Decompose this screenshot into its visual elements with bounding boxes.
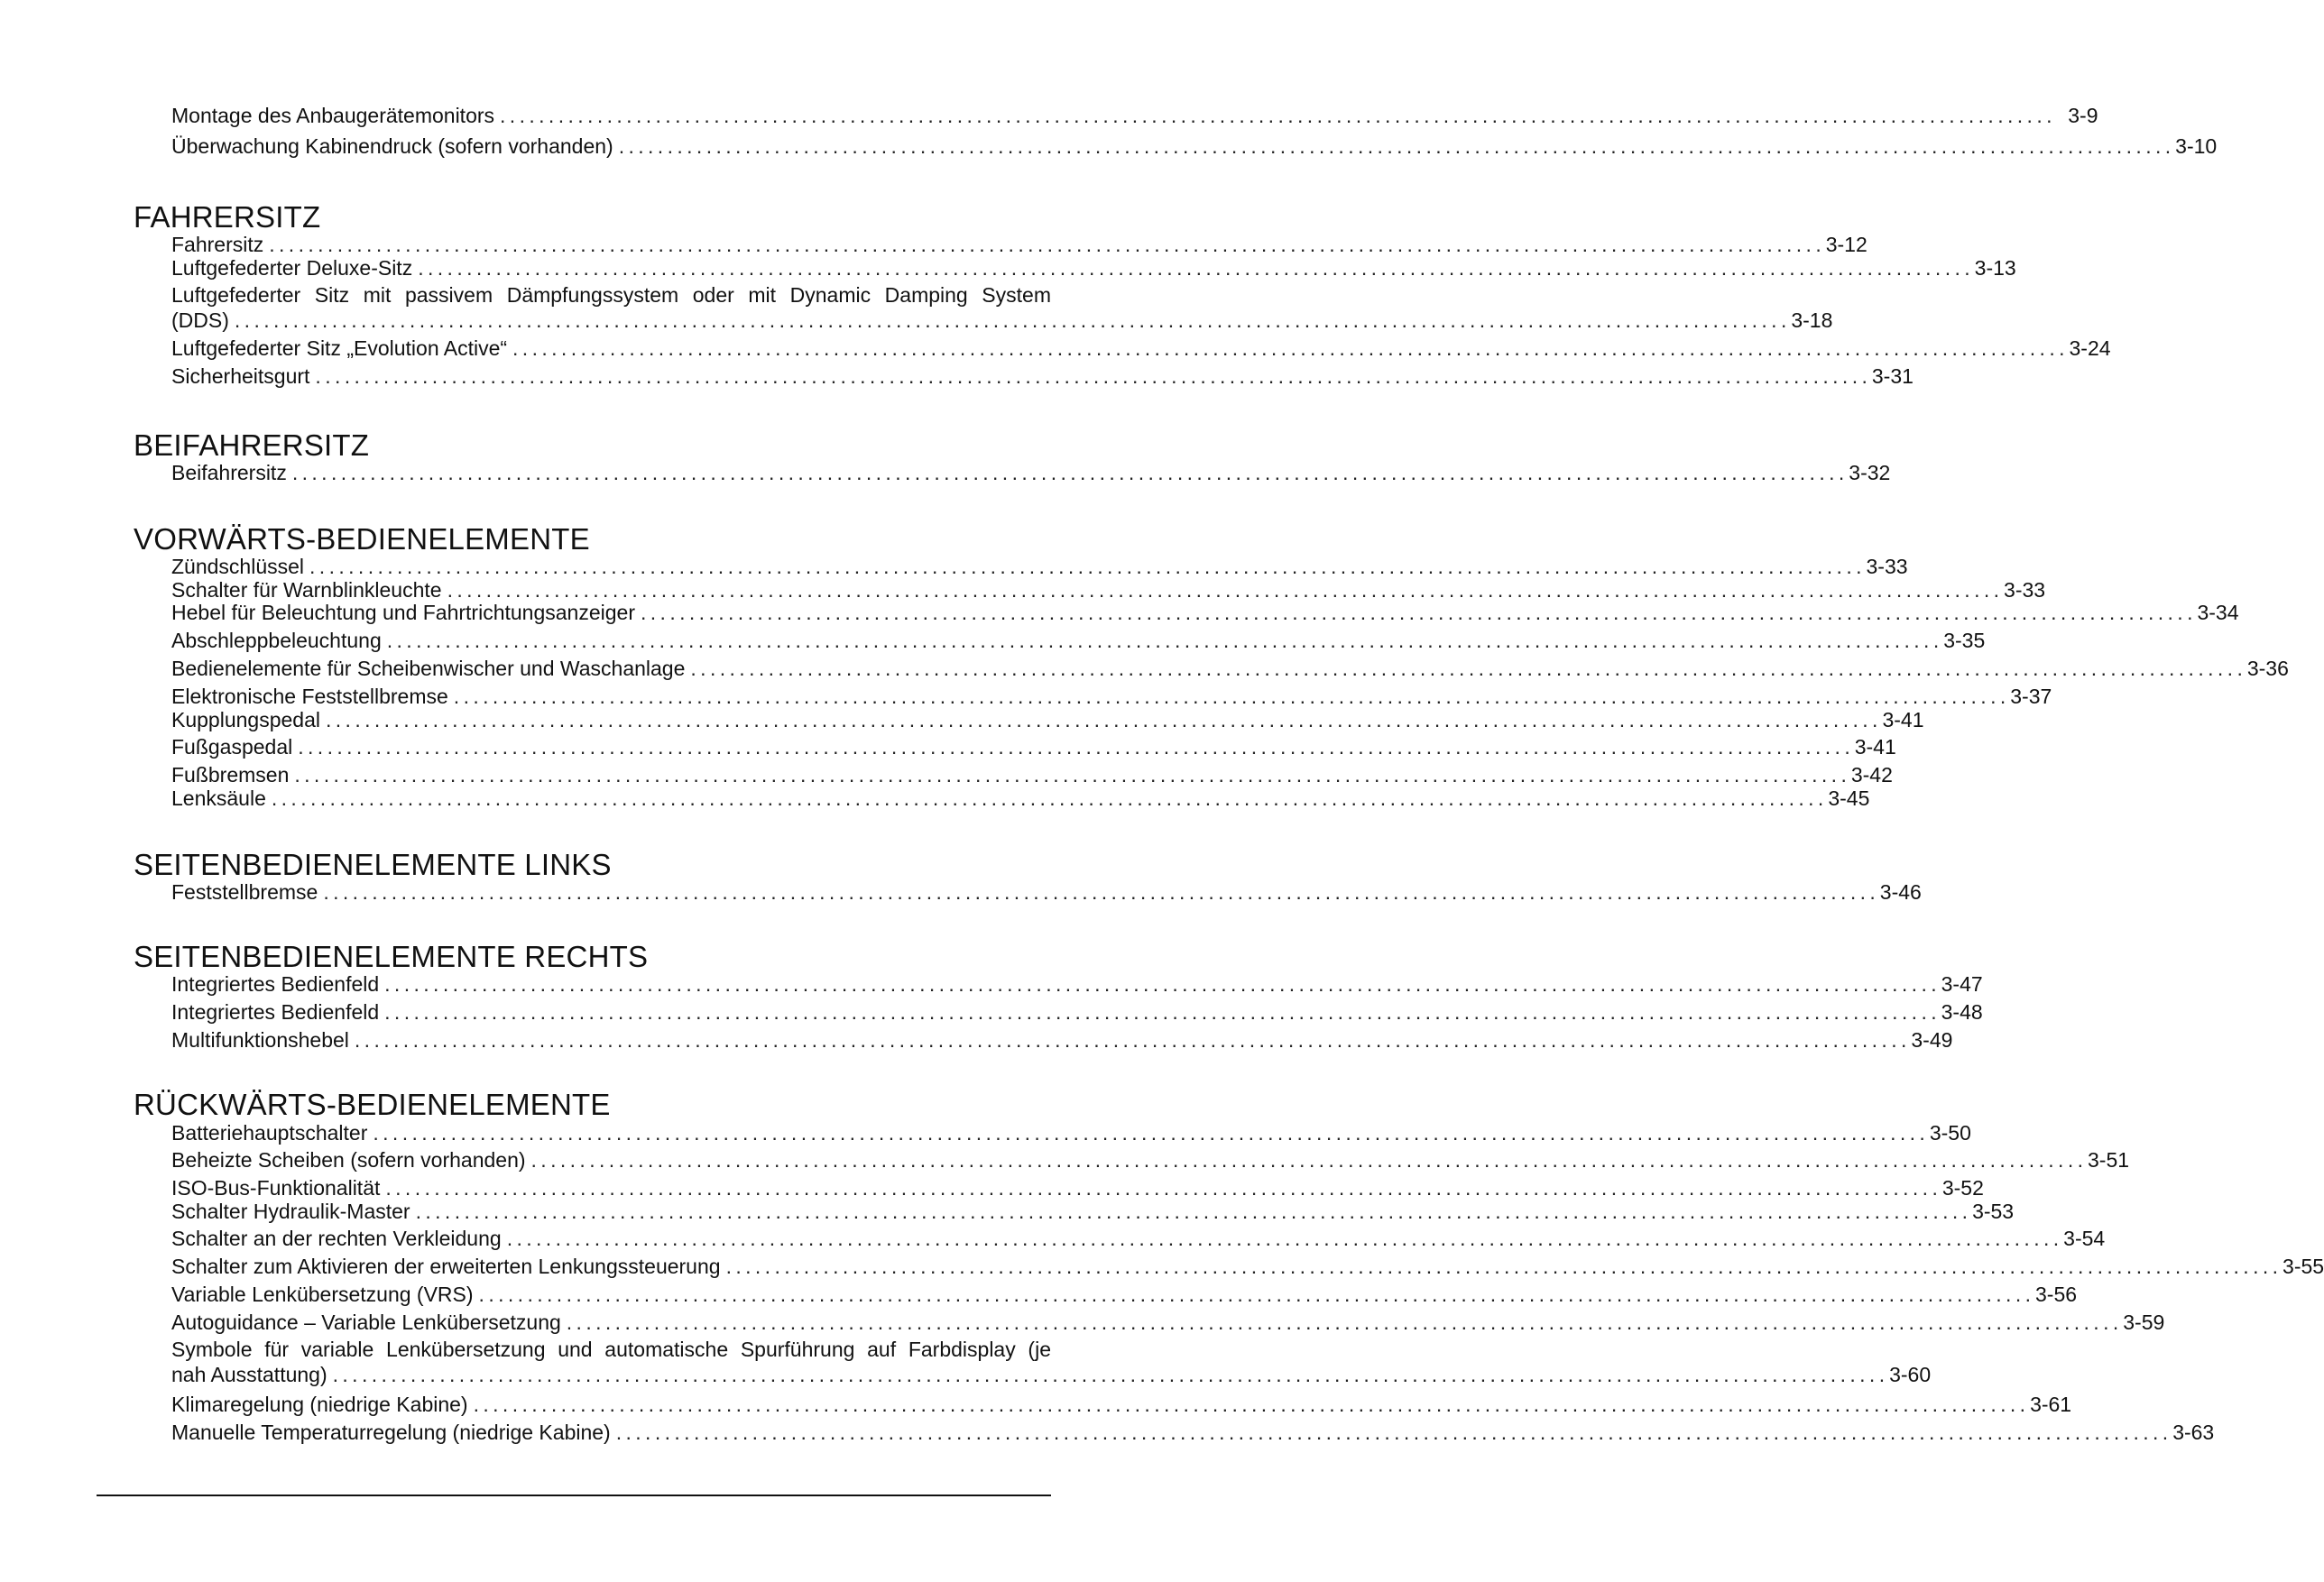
toc-entry-page: 3-24 [2069,336,2111,360]
toc-entry[interactable] [171,103,2098,128]
leader-dots [479,1282,2030,1307]
toc-entry-page: 3-47 [1941,972,1983,996]
toc-entry-page: 3-50 [1929,1121,1971,1145]
leader-dots [292,460,1843,485]
toc-entry-title: Autoguidance – Variable Lenkübersetzung [171,1311,561,1334]
toc-entry-page: 3-63 [2172,1421,2215,1444]
toc-entry-title: Abschleppbeleuchtung [171,629,382,652]
toc-entry[interactable] [171,554,1908,579]
toc-entry-title: Schalter zum Aktivieren der erweiterten Lenkungssteuerung [171,1255,721,1278]
toc-entry[interactable] [171,786,1870,811]
leader-dots [315,363,1866,389]
toc-entry-title: Multifunktionshebel [171,1028,349,1052]
toc-entry-title: nah Ausstattung) [171,1363,327,1386]
toc-entry-title: Schalter Hydraulik-Master [171,1200,410,1223]
leader-dots [567,1310,2117,1335]
toc-entry-page: 3-34 [2197,601,2239,624]
toc-entry-page: 3-46 [1879,880,1922,904]
toc-entry[interactable] [171,1310,2165,1335]
leader-dots [323,879,1874,905]
toc-entry-title: Luftgefederter Sitz „Evolution Active“ [171,336,508,360]
toc-entry-title: Integriertes Bedienfeld [171,1000,380,1024]
leader-dots [500,103,2051,128]
toc-entry-page: 3-55 [2282,1255,2324,1278]
toc-entry[interactable] [171,1254,2324,1279]
toc-entry[interactable] [171,1120,1971,1145]
toc-entry-title: Batteriehauptschalter [171,1121,368,1145]
section-heading: SEITENBEDIENELEMENTE RECHTS [134,940,649,973]
leader-dots [619,133,2170,159]
leader-dots [454,684,2005,709]
leader-dots [474,1392,2024,1417]
toc-entry-page: 3-42 [1850,763,1893,786]
toc-entry-title: Zündschlüssel [171,555,305,578]
toc-entry-title: ISO-Bus-Funktionalität [171,1176,381,1200]
toc-entry-title: Feststellbremse [171,880,318,904]
toc-entry-title: Überwachung Kabinendruck (sofern vorhanden) [171,134,613,158]
toc-entry[interactable] [171,255,2016,281]
toc-entry[interactable] [171,971,1983,997]
toc-entry-page: 3-9 [2068,104,2098,127]
toc-entry-title-line1: Symbole für variable Lenkübersetzung und automatische Spurführung auf Farbdisplay (je [171,1338,1051,1361]
leader-dots [690,656,2241,681]
toc-entry-page: 3-54 [2063,1227,2106,1250]
toc-entry-title-line1: Luftgefederter Sitz mit passivem Dämpfungssystem oder mit Dynamic Damping System [171,283,1051,307]
toc-entry[interactable] [171,1282,2078,1307]
toc-entry[interactable] [171,577,2046,602]
toc-entry[interactable] [171,232,1868,257]
toc-entry[interactable] [171,460,1891,485]
toc-entry[interactable] [171,336,2111,361]
leader-dots [384,971,1935,997]
toc-entry-title: Lenksäule [171,786,266,810]
toc-entry-title: Fußgaspedal [171,735,293,759]
toc-entry-page: 3-31 [1871,364,1914,388]
footer-rule [97,1495,1051,1496]
toc-entry-page: 3-53 [1972,1200,2015,1223]
leader-dots [447,577,1998,602]
toc-entry[interactable] [171,1392,2072,1417]
toc-entry[interactable] [171,999,1983,1025]
toc-entry[interactable] [171,879,1922,905]
toc-entry-title: Luftgefederter Deluxe-Sitz [171,256,413,280]
toc-entry[interactable] [171,684,2052,709]
leader-dots [326,707,1877,732]
toc-entry-title: Kupplungspedal [171,708,320,731]
toc-entry-page: 3-52 [1941,1176,1984,1200]
toc-entry-page: 3-41 [1854,735,1896,759]
toc-entry-page: 3-33 [2004,578,2046,602]
toc-entry[interactable] [171,1337,1932,1387]
leader-dots [373,1120,1923,1145]
leader-dots [418,255,1969,281]
toc-entry[interactable] [171,600,2239,625]
toc-entry-title: Montage des Anbaugerätemonitors [171,104,495,127]
toc-entry-title: Schalter an der rechten Verkleidung [171,1227,502,1250]
toc-entry[interactable] [171,1199,2015,1224]
toc-entry[interactable] [171,282,1833,333]
toc-entry-page: 3-49 [1911,1028,1953,1052]
toc-entry-title: Bedienelemente für Scheibenwischer und Waschanlage [171,657,686,680]
toc-entry[interactable] [171,363,1914,389]
toc-entry[interactable] [171,707,1924,732]
toc-entry-page: 3-60 [1889,1363,1932,1386]
toc-entry-page: 3-37 [2010,685,2052,708]
leader-dots [726,1254,2277,1279]
toc-entry-title: Schalter für Warnblinkleuchte [171,578,442,602]
toc-entry-title: Hebel für Beleuchtung und Fahrtrichtungsanzeiger [171,601,635,624]
leader-dots [416,1199,1967,1224]
toc-entry-page: 3-45 [1828,786,1870,810]
toc-entry-title: Beheizte Scheiben (sofern vorhanden) [171,1148,526,1172]
toc-entry-page: 3-18 [1791,308,1833,332]
toc-entry[interactable] [171,656,2289,681]
toc-entry-page: 3-59 [2123,1311,2165,1334]
toc-entry[interactable] [171,734,1896,759]
toc-entry-title: Variable Lenkübersetzung (VRS) [171,1283,474,1306]
leader-dots [385,1175,1936,1200]
toc-entry[interactable] [171,1027,1953,1053]
toc-entry-title: Manuelle Temperaturregelung (niedrige Kabine) [171,1421,611,1444]
leader-dots [294,762,1845,787]
section-heading: SEITENBEDIENELEMENTE LINKS [134,848,612,881]
leader-dots [507,1226,2058,1251]
toc-entry-page: 3-13 [1974,256,2016,280]
leader-dots [387,628,1938,653]
toc-entry-page: 3-10 [2175,134,2218,158]
toc-entry[interactable] [171,1226,2106,1251]
leader-dots [616,1420,2167,1445]
leader-dots [235,308,1785,333]
section-heading: VORWÄRTS-BEDIENELEMENTE [134,522,590,556]
toc-entry[interactable] [171,1147,2130,1173]
leader-dots [512,336,2063,361]
toc-entry-page: 3-41 [1882,708,1924,731]
toc-entry-title: Beifahrersitz [171,461,287,484]
leader-dots [298,734,1849,759]
toc-entry-page: 3-33 [1866,555,1908,578]
leader-dots [333,1362,1884,1387]
toc-entry[interactable] [171,133,2218,159]
toc-entry-title: Elektronische Feststellbremse [171,685,448,708]
section-heading: RÜCKWÄRTS-BEDIENELEMENTE [134,1088,611,1121]
leader-dots [641,600,2191,625]
leader-dots [309,554,1860,579]
toc-entry[interactable] [171,1420,2215,1445]
toc-entry-page: 3-56 [2035,1283,2078,1306]
toc-entry[interactable] [171,1175,1984,1200]
leader-dots [272,786,1822,811]
toc-entry-title: (DDS) [171,308,229,332]
toc-entry-title: Fahrersitz [171,233,264,256]
leader-dots [269,232,1820,257]
toc-entry[interactable] [171,762,1893,787]
toc-entry-title: Fußbremsen [171,763,290,786]
toc-entry-page: 3-35 [1943,629,1986,652]
toc-entry-page: 3-51 [2088,1148,2130,1172]
leader-dots [355,1027,1905,1053]
toc-entry-page: 3-61 [2030,1393,2072,1416]
toc-entry[interactable] [171,628,1986,653]
toc-entry-title: Integriertes Bedienfeld [171,972,380,996]
toc-entry-page: 3-32 [1849,461,1891,484]
toc-entry-title: Sicherheitsgurt [171,364,310,388]
toc-entry-page: 3-48 [1941,1000,1983,1024]
toc-entry-title: Klimaregelung (niedrige Kabine) [171,1393,468,1416]
leader-dots [531,1147,2082,1173]
toc-entry-page: 3-12 [1825,233,1868,256]
leader-dots [384,999,1935,1025]
toc-entry-page: 3-36 [2246,657,2289,680]
section-heading: BEIFAHRERSITZ [134,428,370,462]
section-heading: FAHRERSITZ [134,200,321,234]
